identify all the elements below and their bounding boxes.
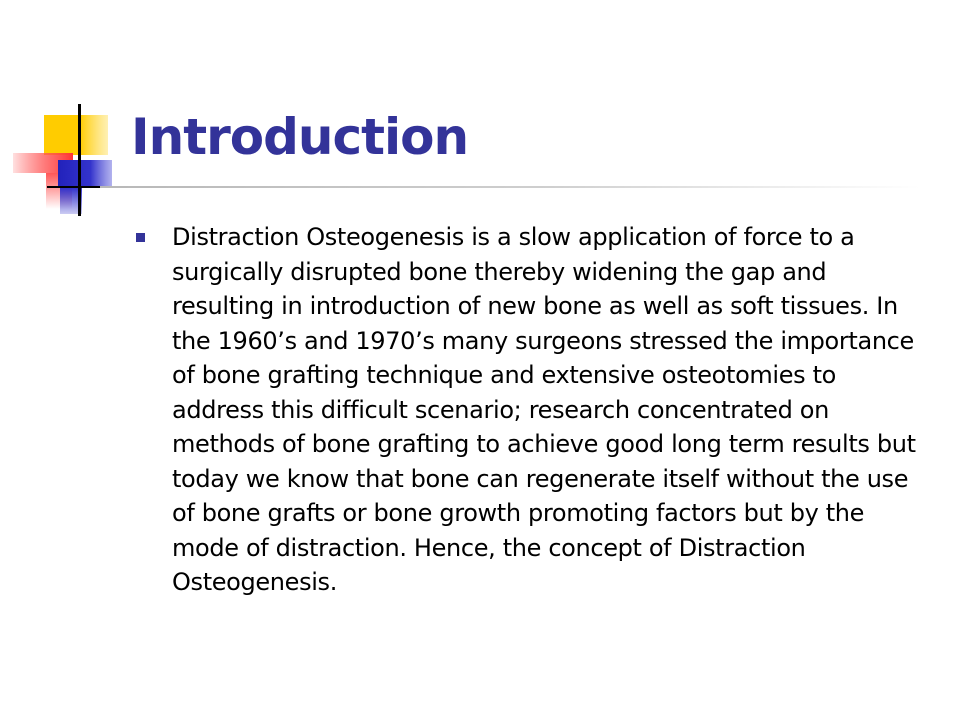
emblem-yellow-square-fade [80, 115, 108, 155]
emblem-graphic [0, 0, 140, 230]
title-divider [100, 186, 920, 188]
bullet-text: Distraction Osteogenesis is a slow application of force to a surgically disrupted bone thereby widening the gap and resulting in introduction of new bone as well as soft tissues. In the 1960’s and 1970’s many surgeons stressed the importance of bone grafting technique and extensive osteotomies to address this difficult scenario; research concentrated on methods of bone grafting to achieve good long term results but today we know that bone can regenerate itself without the use of bone grafts or bone growth promoting factors but by the mode of distraction. Hence, the concept of Distraction Osteogenesis. [172, 223, 916, 596]
slide-title: Introduction [131, 108, 469, 166]
emblem-yellow-square [44, 115, 80, 155]
bullet-list [132, 220, 932, 600]
emblem-blue-square [58, 160, 112, 188]
list-item [132, 220, 932, 600]
emblem-vertical-line [78, 104, 81, 216]
decorative-emblem [0, 0, 140, 230]
bullet-marker [136, 233, 145, 242]
